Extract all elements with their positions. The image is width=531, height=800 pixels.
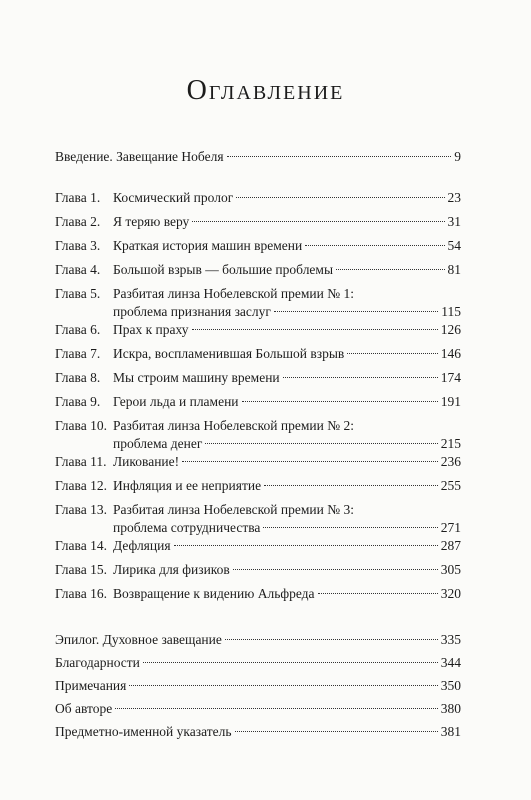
toc-entry-title: Лирика для физиков	[113, 562, 230, 577]
toc-entry-title: Я теряю веру	[113, 214, 190, 229]
toc-entry-title: Об авторе	[55, 701, 113, 716]
leader-dots	[233, 569, 438, 570]
leader-dots	[129, 685, 437, 686]
chapter-label: Глава 7.	[55, 346, 101, 361]
toc-chapter-row	[55, 369, 461, 387]
toc-chapter-row	[55, 189, 461, 207]
toc-page-number: 255	[440, 478, 461, 493]
toc-entry-title: Мы строим машину времени	[113, 370, 280, 385]
toc-page-number: 305	[440, 562, 461, 577]
toc-entry-title: Космический пролог	[113, 190, 234, 205]
toc-page-number: 215	[440, 436, 461, 451]
leader-dots	[264, 485, 438, 486]
chapter-label: Глава 5.	[55, 286, 101, 301]
leader-dots	[143, 662, 438, 663]
toc-entry-title: Примечания	[55, 678, 127, 693]
toc-entry-title: проблема сотрудничества	[113, 520, 261, 535]
leader-dots	[205, 443, 437, 444]
toc-page-number: 381	[440, 724, 461, 739]
toc-page-number: 344	[440, 655, 461, 670]
toc-page-number: 174	[440, 370, 461, 385]
toc-page-number: 126	[440, 322, 461, 337]
chapter-label: Глава 6.	[55, 322, 101, 337]
leader-dots	[225, 639, 438, 640]
leader-dots	[236, 197, 444, 198]
chapter-label: Глава 3.	[55, 238, 101, 253]
leader-dots	[192, 329, 438, 330]
toc-entry-title-line1: Разбитая линза Нобелевской премии № 2:	[113, 418, 354, 433]
chapter-label: Глава 14.	[55, 538, 107, 553]
toc-page-number: 335	[440, 632, 461, 647]
toc-entry-title: Возвращение к видению Альфреда	[113, 586, 315, 601]
toc-back-matter-row	[55, 700, 461, 718]
toc-page-number: 23	[447, 190, 461, 205]
toc-page-number: 54	[447, 238, 461, 253]
toc-entry-title-line1: Разбитая линза Нобелевской премии № 3:	[113, 502, 354, 517]
toc-page-number: 271	[440, 520, 461, 535]
leader-dots	[336, 269, 444, 270]
toc-back-matter-row	[55, 677, 461, 695]
leader-dots	[182, 461, 438, 462]
chapter-label: Глава 10.	[55, 418, 107, 433]
toc-entry-title: Введение. Завещание Нобеля	[55, 149, 224, 164]
chapter-label: Глава 13.	[55, 502, 107, 517]
toc-entry-title: Эпилог. Духовное завещание	[55, 632, 222, 647]
toc-chapter-row	[55, 537, 461, 555]
toc-page-number: 380	[440, 701, 461, 716]
chapter-label: Глава 15.	[55, 562, 107, 577]
chapter-label: Глава 1.	[55, 190, 101, 205]
toc-chapter-row	[55, 261, 461, 279]
leader-dots	[305, 245, 444, 246]
leader-dots	[174, 545, 438, 546]
leader-dots	[227, 156, 452, 157]
leader-dots	[283, 377, 438, 378]
chapter-label: Глава 16.	[55, 586, 107, 601]
toc-entry-title: Предметно-именной указатель	[55, 724, 232, 739]
toc-entry-title-line1: Разбитая линза Нобелевской премии № 1:	[113, 286, 354, 301]
toc-entry-title: Благодарности	[55, 655, 140, 670]
chapter-label: Глава 9.	[55, 394, 101, 409]
leader-dots	[318, 593, 438, 594]
toc-chapter-row	[55, 453, 461, 471]
toc-entry-title: Краткая история машин времени	[113, 238, 303, 253]
toc-page-number: 287	[440, 538, 461, 553]
toc-back-matter-row	[55, 723, 461, 741]
toc-entry-title: Прах к праху	[113, 322, 189, 337]
chapter-label: Глава 12.	[55, 478, 107, 493]
toc-chapter-row	[55, 561, 461, 579]
toc-entry-title: Дефляция	[113, 538, 171, 553]
toc-entry-title: Ликование!	[113, 454, 180, 469]
toc-page-number: 236	[440, 454, 461, 469]
toc-chapter-row	[55, 285, 461, 303]
toc-chapter-row-continuation	[55, 303, 461, 321]
toc-entry-title: Герои льда и пламени	[113, 394, 239, 409]
leader-dots	[115, 708, 438, 709]
toc-entry-title: Инфляция и ее неприятие	[113, 478, 262, 493]
leader-dots	[235, 731, 438, 732]
chapter-label: Глава 11.	[55, 454, 107, 469]
toc-page-number: 191	[440, 394, 461, 409]
toc-chapter-row	[55, 321, 461, 339]
toc-back-matter-row	[55, 654, 461, 672]
toc-page-number: 9	[454, 149, 461, 164]
toc-entry-title: Большой взрыв — большие проблемы	[113, 262, 334, 277]
toc-page-number: 350	[440, 678, 461, 693]
toc-chapter-row	[55, 501, 461, 519]
leader-dots	[274, 311, 438, 312]
toc-intro	[55, 148, 461, 166]
toc-back-matter-row	[55, 631, 461, 649]
toc-page-number: 31	[447, 214, 461, 229]
chapter-label: Глава 2.	[55, 214, 101, 229]
toc-chapter-row	[55, 417, 461, 435]
toc-chapter-row	[55, 585, 461, 603]
page-title: Оглавление	[186, 74, 345, 106]
toc-chapter-row-continuation	[55, 435, 461, 453]
leader-dots	[192, 221, 444, 222]
toc-chapter-row	[55, 393, 461, 411]
toc-chapter-row	[55, 345, 461, 363]
leader-dots	[242, 401, 438, 402]
toc-page-number: 146	[440, 346, 461, 361]
toc-chapter-row	[55, 213, 461, 231]
leader-dots	[263, 527, 437, 528]
toc-page-number: 115	[441, 304, 461, 319]
toc-entry-title: проблема признания заслуг	[113, 304, 271, 319]
toc-entry-title: Искра, воспламенившая Большой взрыв	[113, 346, 345, 361]
toc-chapter-row-continuation	[55, 519, 461, 537]
chapter-label: Глава 8.	[55, 370, 101, 385]
toc-page-number: 81	[447, 262, 461, 277]
toc-page-number: 320	[440, 586, 461, 601]
toc-chapter-row	[55, 237, 461, 255]
chapter-label: Глава 4.	[55, 262, 101, 277]
toc-chapter-row	[55, 477, 461, 495]
toc-entry-title: проблема денег	[113, 436, 203, 451]
leader-dots	[347, 353, 437, 354]
